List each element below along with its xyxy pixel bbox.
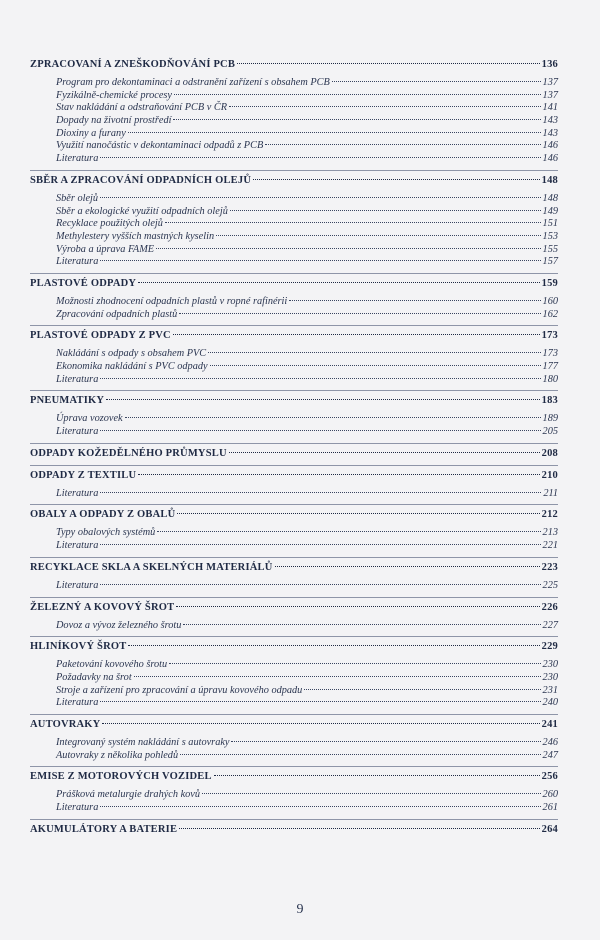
toc-entry: [30, 789, 558, 802]
toc-entry-title: Literatura: [56, 540, 99, 552]
toc-entry-title: Literatura: [56, 487, 99, 499]
page-number: 9: [296, 902, 304, 917]
toc-entry-page: 162: [542, 308, 558, 320]
dot-leader: [216, 235, 540, 236]
dot-leader: [100, 430, 540, 431]
toc-section: [30, 508, 558, 522]
toc-entry-page: 213: [542, 527, 558, 539]
toc-entry-page: 146: [542, 153, 558, 165]
dot-leader: [231, 741, 540, 742]
toc-entry: [30, 527, 558, 540]
toc-entry: [30, 540, 558, 553]
toc-entry: [30, 153, 558, 166]
toc-entry-title: Literatura: [56, 426, 99, 438]
toc-section: [30, 174, 558, 188]
toc-entry: [30, 102, 558, 115]
toc-entry-page: 227: [542, 619, 558, 631]
dot-leader: [202, 793, 541, 794]
toc-entry-page: 155: [542, 243, 558, 255]
toc-entry-page: 221: [542, 540, 558, 552]
toc-section-title: HLINÍKOVÝ ŠROT: [30, 641, 127, 653]
toc-section-title: AUTOVRAKY: [30, 718, 101, 730]
toc-entry: [30, 90, 558, 103]
toc-entry-page: 260: [542, 789, 558, 801]
section-divider: [30, 170, 558, 171]
toc-entry-page: 247: [542, 749, 558, 761]
toc-section: [30, 58, 558, 72]
toc-entry: [30, 231, 558, 244]
dot-leader: [275, 566, 540, 567]
dot-leader: [100, 584, 540, 585]
toc-entry: [30, 256, 558, 269]
dot-leader: [100, 378, 540, 379]
section-divider: [30, 714, 558, 715]
toc-entry-title: Literatura: [56, 579, 99, 591]
toc-entry: [30, 218, 558, 231]
toc-entry: [30, 296, 558, 309]
toc-entry-page: 230: [542, 659, 558, 671]
section-divider: [30, 636, 558, 637]
section-divider: [30, 597, 558, 598]
toc-section-title: OBALY A ODPADY Z OBALŮ: [30, 509, 176, 521]
section-divider: [30, 390, 558, 391]
dot-leader: [265, 144, 540, 145]
section-divider: [30, 273, 558, 274]
dot-leader: [134, 676, 541, 677]
toc-entry-page: 205: [542, 426, 558, 438]
dot-leader: [230, 210, 541, 211]
section-divider: [30, 443, 558, 444]
toc-section-page: 183: [541, 395, 558, 407]
toc-section: [30, 770, 558, 784]
dot-leader: [289, 300, 540, 301]
toc-section: [30, 601, 558, 615]
toc-entry-title: Integrovaný systém nakládání s autovraky: [56, 736, 230, 748]
section-divider: [30, 504, 558, 505]
toc-entry: [30, 348, 558, 361]
toc-entry-page: 148: [542, 192, 558, 204]
toc-entry-page: 160: [542, 295, 558, 307]
toc-entry: [30, 672, 558, 685]
dot-leader: [100, 544, 540, 545]
toc-entry-page: 246: [542, 736, 558, 748]
dot-leader: [102, 723, 539, 724]
toc-section-title: PNEUMATIKY: [30, 395, 105, 407]
toc-entry: [30, 140, 558, 153]
toc-entry-title: Stav nakládání a odstraňování PCB v ČR: [56, 102, 228, 114]
toc-entry-page: 177: [542, 361, 558, 372]
dot-leader: [165, 222, 541, 223]
toc-entry-page: 137: [542, 77, 558, 88]
dot-leader: [179, 313, 540, 314]
toc-entry-title: Výroba a úprava FAME: [56, 243, 155, 255]
toc-section-title: ŽELEZNÝ A KOVOVÝ ŠROT: [30, 601, 175, 613]
dot-leader: [100, 260, 540, 261]
toc-entry: [30, 244, 558, 257]
toc-entry-page: 141: [542, 102, 558, 114]
toc-entry: [30, 193, 558, 206]
toc-entry: [30, 685, 558, 698]
toc-entry-title: Literatura: [56, 153, 99, 165]
toc-section-page: 223: [541, 561, 558, 573]
toc-entry-page: 225: [542, 579, 558, 591]
toc-entry-title: Autovraky z několika pohledů: [56, 749, 179, 761]
dot-leader: [100, 701, 540, 702]
toc-entry-title: Prášková metalurgie drahých kovů: [56, 789, 201, 801]
dot-leader: [214, 775, 540, 776]
toc-entry: [30, 737, 558, 750]
dot-leader: [179, 828, 539, 829]
dot-leader: [100, 492, 541, 493]
section-divider: [30, 557, 558, 558]
toc-section-title: ODPADY KOŽEDĚLNÉHO PRŮMYSLU: [30, 447, 227, 459]
dot-leader: [157, 531, 540, 532]
dot-leader: [180, 754, 540, 755]
dot-leader: [106, 399, 540, 400]
toc-entry-title: Možnosti zhodnocení odpadních plastů v ropné rafinérii: [56, 295, 288, 307]
toc-entry-page: 211: [543, 487, 558, 499]
toc-entry-title: Stroje a zařízení pro zpracování a úpravu kovového odpadu: [56, 684, 303, 696]
toc-entry-page: 261: [542, 802, 558, 813]
toc-entry: [30, 426, 558, 439]
toc-entry-title: Ekonomika nakládání s PVC odpady: [56, 361, 208, 372]
toc-entry-title: Literatura: [56, 373, 99, 385]
toc-entry-title: Sběr olejů: [56, 192, 99, 204]
toc-entry: [30, 361, 558, 374]
toc-entry-title: Typy obalových systémů: [56, 527, 156, 539]
dot-leader: [304, 689, 540, 690]
toc-entry-title: Požadavky na šrot: [56, 671, 132, 683]
toc-section-title: ZPRACOVANÍ A ZNEŠKODŇOVÁNÍ PCB: [30, 59, 236, 70]
toc-entry-title: Dopady na životní prostředí: [56, 115, 172, 127]
toc-entry-title: Úprava vozovek: [56, 413, 123, 425]
toc-section-page: 241: [541, 718, 558, 730]
toc-section: [30, 329, 558, 343]
toc-section-page: 208: [541, 447, 558, 459]
toc-section-page: 229: [541, 641, 558, 653]
toc-entry-page: 143: [542, 127, 558, 139]
toc-entry: [30, 206, 558, 219]
toc-entry-title: Dioxiny a furany: [56, 127, 126, 139]
toc-entry-page: 189: [542, 413, 558, 425]
toc-entry-page: 137: [542, 89, 558, 101]
toc-section: [30, 469, 558, 483]
toc-section-page: 159: [541, 277, 558, 289]
toc-entry-title: Literatura: [56, 256, 99, 268]
table-of-contents: [30, 58, 558, 837]
toc-section: [30, 561, 558, 575]
dot-leader: [125, 417, 541, 418]
dot-leader: [229, 106, 541, 107]
toc-section-title: RECYKLACE SKLA A SKELNÝCH MATERIÁLŮ: [30, 561, 273, 573]
toc-section-title: SBĚR A ZPRACOVÁNÍ ODPADNÍCH OLEJŮ: [30, 174, 252, 186]
toc-entry-page: 231: [542, 684, 558, 696]
toc-entry-title: Nakládání s odpady s obsahem PVC: [56, 348, 207, 360]
toc-entry-page: 173: [542, 348, 558, 360]
dot-leader: [210, 365, 541, 366]
dot-leader: [174, 94, 541, 95]
toc-entry-title: Dovoz a vývoz železného šrotu: [56, 619, 182, 631]
toc-section-title: ODPADY Z TEXTILU: [30, 469, 137, 481]
toc-section-page: 226: [541, 601, 558, 613]
dot-leader: [156, 248, 540, 249]
dot-leader: [138, 282, 539, 283]
toc-entry: [30, 750, 558, 763]
toc-entry-title: Využití nanočástic v dekontaminaci odpadů z PCB: [56, 140, 264, 152]
toc-entry: [30, 77, 558, 90]
toc-section-title: PLASTOVÉ ODPADY: [30, 277, 137, 289]
toc-entry-page: 230: [542, 671, 558, 683]
toc-entry-title: Paketování kovového šrotu: [56, 659, 168, 671]
dot-leader: [173, 119, 540, 120]
dot-leader: [128, 132, 541, 133]
toc-entry-page: 151: [542, 218, 558, 230]
toc-section-title: EMISE Z MOTOROVÝCH VOZIDEL: [30, 771, 212, 783]
dot-leader: [138, 474, 539, 475]
toc-entry: [30, 697, 558, 710]
toc-section: [30, 718, 558, 732]
dot-leader: [208, 352, 540, 353]
toc-section-page: 264: [541, 823, 558, 835]
dot-leader: [169, 663, 540, 664]
section-divider: [30, 325, 558, 326]
dot-leader: [229, 452, 540, 453]
toc-entry: [30, 413, 558, 426]
toc-section-page: 136: [541, 59, 558, 70]
dot-leader: [177, 513, 539, 514]
toc-section-page: 173: [541, 330, 558, 342]
toc-entry: [30, 128, 558, 141]
dot-leader: [100, 157, 540, 158]
toc-entry-page: 146: [542, 140, 558, 152]
toc-entry-title: Literatura: [56, 802, 99, 813]
toc-entry-title: Literatura: [56, 697, 99, 709]
toc-entry-page: 180: [542, 373, 558, 385]
toc-entry: [30, 488, 558, 501]
toc-section-page: 210: [541, 469, 558, 481]
toc-entry-title: Fyzikálně-chemické procesy: [56, 89, 172, 101]
toc-entry: [30, 309, 558, 322]
dot-leader: [332, 81, 541, 82]
dot-leader: [183, 624, 540, 625]
dot-leader: [173, 334, 540, 335]
toc-entry: [30, 620, 558, 633]
section-divider: [30, 766, 558, 767]
toc-section: [30, 277, 558, 291]
toc-section-page: 148: [541, 174, 558, 186]
toc-entry: [30, 115, 558, 128]
dot-leader: [253, 179, 540, 180]
toc-entry-page: 240: [542, 697, 558, 709]
toc-entry-title: Program pro dekontaminaci a odstranění zařízení s obsahem PCB: [56, 77, 330, 88]
toc-entry-title: Recyklace použitých olejů: [56, 218, 163, 230]
toc-section-page: 256: [541, 771, 558, 783]
dot-leader: [128, 645, 539, 646]
toc-section: [30, 640, 558, 654]
toc-entry-title: Sběr a ekologické využití odpadních olejů: [56, 205, 228, 217]
toc-entry-page: 143: [542, 115, 558, 127]
toc-entry-title: Methylestery vyšších mastných kyselin: [56, 230, 215, 242]
toc-entry: [30, 659, 558, 672]
toc-entry: [30, 374, 558, 387]
toc-entry: [30, 802, 558, 815]
dot-leader: [100, 197, 541, 198]
toc-entry-page: 153: [542, 230, 558, 242]
toc-entry-page: 157: [542, 256, 558, 268]
toc-section-page: 212: [541, 509, 558, 521]
toc-section: [30, 447, 558, 461]
dot-leader: [237, 63, 540, 64]
toc-section: [30, 823, 558, 837]
section-divider: [30, 819, 558, 820]
section-divider: [30, 465, 558, 466]
dot-leader: [100, 806, 540, 807]
toc-entry: [30, 580, 558, 593]
toc-section-title: AKUMULÁTORY A BATERIE: [30, 823, 178, 835]
toc-entry-title: Zpracování odpadních plastů: [56, 308, 178, 320]
toc-section: [30, 394, 558, 408]
toc-entry-page: 149: [542, 205, 558, 217]
toc-section-title: PLASTOVÉ ODPADY Z PVC: [30, 330, 171, 342]
dot-leader: [176, 606, 539, 607]
